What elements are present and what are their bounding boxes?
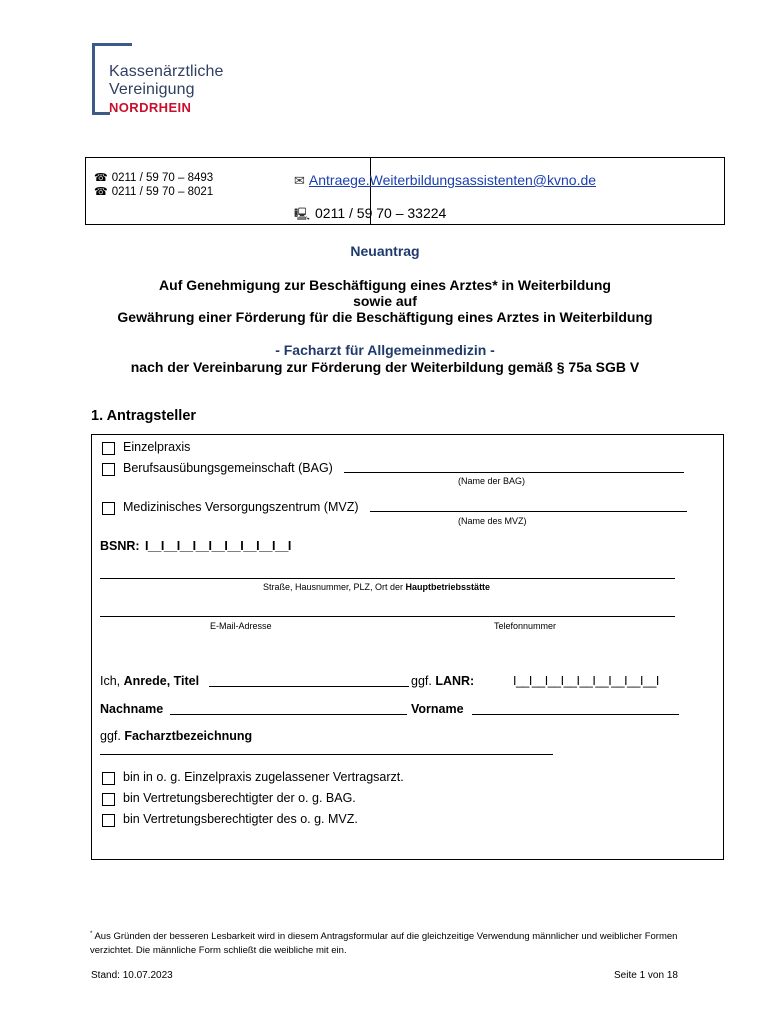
lanr-input-boxes[interactable]: I__I__I__I__I__I__I__I__I__I [513, 674, 659, 688]
logo-frame-bottom [92, 112, 110, 115]
bag-name-hint: (Name der BAG) [458, 476, 526, 486]
anrede-field[interactable] [209, 686, 409, 687]
logo-frame-vertical [92, 43, 95, 115]
nachname-label: Nachname [100, 702, 164, 716]
mvz-name-hint: (Name des MVZ) [458, 516, 527, 526]
footer-page-number: Seite 1 von 18 [614, 970, 678, 981]
section-title-antragsteller: 1. Antragsteller [91, 408, 197, 424]
mvz-checkbox[interactable] [102, 502, 115, 515]
vertretung-mvz-label: bin Vertretungsberechtigter des o. g. MVZ. [123, 812, 358, 826]
address-hint-bold: Hauptbetriebsstätte [405, 582, 491, 592]
phone-row-2 [94, 185, 213, 198]
title-line-3: Gewährung einer Förderung für die Beschäftigung eines Arztes in Weiterbildung [117, 309, 653, 325]
form-type-heading: Neuantrag [350, 243, 420, 259]
email-phone-field[interactable] [100, 616, 675, 617]
specialty-heading: - Facharzt für Allgemeinmedizin - [275, 342, 495, 358]
address-field[interactable] [100, 578, 675, 579]
bag-checkbox[interactable] [102, 463, 115, 476]
logo-frame-top [92, 43, 132, 46]
address-hint [263, 582, 490, 592]
telephone-icon: ☎ [94, 186, 108, 198]
vertretung-mvz-checkbox[interactable] [102, 814, 115, 827]
facharzt-label: Facharztbezeichnung [124, 729, 253, 743]
ich-text: Ich, [100, 674, 124, 688]
facharzt-field[interactable] [100, 754, 553, 755]
footnote-text: Aus Gründen der besseren Lesbarkeit wird in diesem Antragsformular auf die gleichzeitige Verwendung männlicher und weiblicher Formen verzichtet. Die männliche Form schließt die weibliche mit ein. [90, 931, 678, 957]
contact-table [85, 157, 725, 225]
facharzt-row-label [100, 729, 252, 743]
email-hint: E-Mail-Adresse [210, 621, 272, 631]
bag-label: Berufsausübungsgemeinschaft (BAG) [123, 461, 333, 475]
anrede-row-label [100, 674, 199, 688]
email-row [294, 172, 596, 189]
facharzt-pre-text: ggf. [100, 729, 125, 743]
vorname-field[interactable] [472, 714, 679, 715]
phone-hint: Telefonnummer [494, 621, 557, 631]
legal-basis-heading: nach der Vereinbarung zur Förderung der Weiterbildung gemäß § 75a SGB V [130, 359, 640, 375]
nachname-field[interactable] [170, 714, 407, 715]
bsnr-input-boxes[interactable]: I__I__I__I__I__I__I__I__I__I [145, 539, 291, 553]
einzelpraxis-label: Einzelpraxis [123, 440, 191, 454]
footnote [90, 927, 690, 958]
einzelpraxis-checkbox[interactable] [102, 442, 115, 455]
email-link[interactable]: Antraege.Weiterbildungsassistenten@kvno.de [308, 172, 597, 188]
bsnr-label: BSNR: [100, 539, 140, 553]
vertretung-bag-checkbox[interactable] [102, 793, 115, 806]
computer-icon: 🖳 [294, 207, 311, 221]
title-line-1: Auf Genehmigung zur Beschäftigung eines Arztes* in Weiterbildung [159, 277, 611, 293]
mvz-name-field[interactable] [370, 511, 687, 512]
logo-text-line1: Kassenärztliche [109, 63, 224, 80]
vorname-label: Vorname [411, 702, 464, 716]
envelope-icon: ✉ [294, 173, 305, 188]
mvz-label: Medizinisches Versorgungszentrum (MVZ) [123, 500, 359, 514]
phone-number-2: 0211 / 59 70 – 8021 [111, 186, 214, 198]
address-hint-text: Straße, Hausnummer, PLZ, Ort der [263, 582, 406, 592]
phone-row-1 [94, 171, 213, 184]
title-line-2: sowie auf [353, 293, 417, 309]
lanr-pre-text: ggf. [411, 674, 436, 688]
fax-number: 0211 / 59 70 – 33224 [315, 205, 447, 221]
logo-text-nordrhein: NORDRHEIN [109, 100, 192, 115]
applicant-form [91, 434, 724, 860]
footnote-marker: * [90, 931, 93, 937]
vertragsarzt-label: bin in o. g. Einzelpraxis zugelassener Vertragsarzt. [123, 770, 404, 784]
fax-row [294, 205, 446, 226]
vertragsarzt-checkbox[interactable] [102, 772, 115, 785]
lanr-row-label [411, 674, 474, 688]
bag-name-field[interactable] [344, 472, 684, 473]
anrede-label: Anrede, Titel [123, 674, 200, 688]
telephone-icon: ☎ [94, 172, 108, 184]
vertretung-bag-label: bin Vertretungsberechtigter der o. g. BAG. [123, 791, 356, 805]
phone-number-1: 0211 / 59 70 – 8493 [111, 172, 214, 184]
footer-date: Stand: 10.07.2023 [91, 970, 173, 981]
logo-text-line2: Vereinigung [109, 81, 195, 98]
lanr-label: LANR: [435, 674, 475, 688]
